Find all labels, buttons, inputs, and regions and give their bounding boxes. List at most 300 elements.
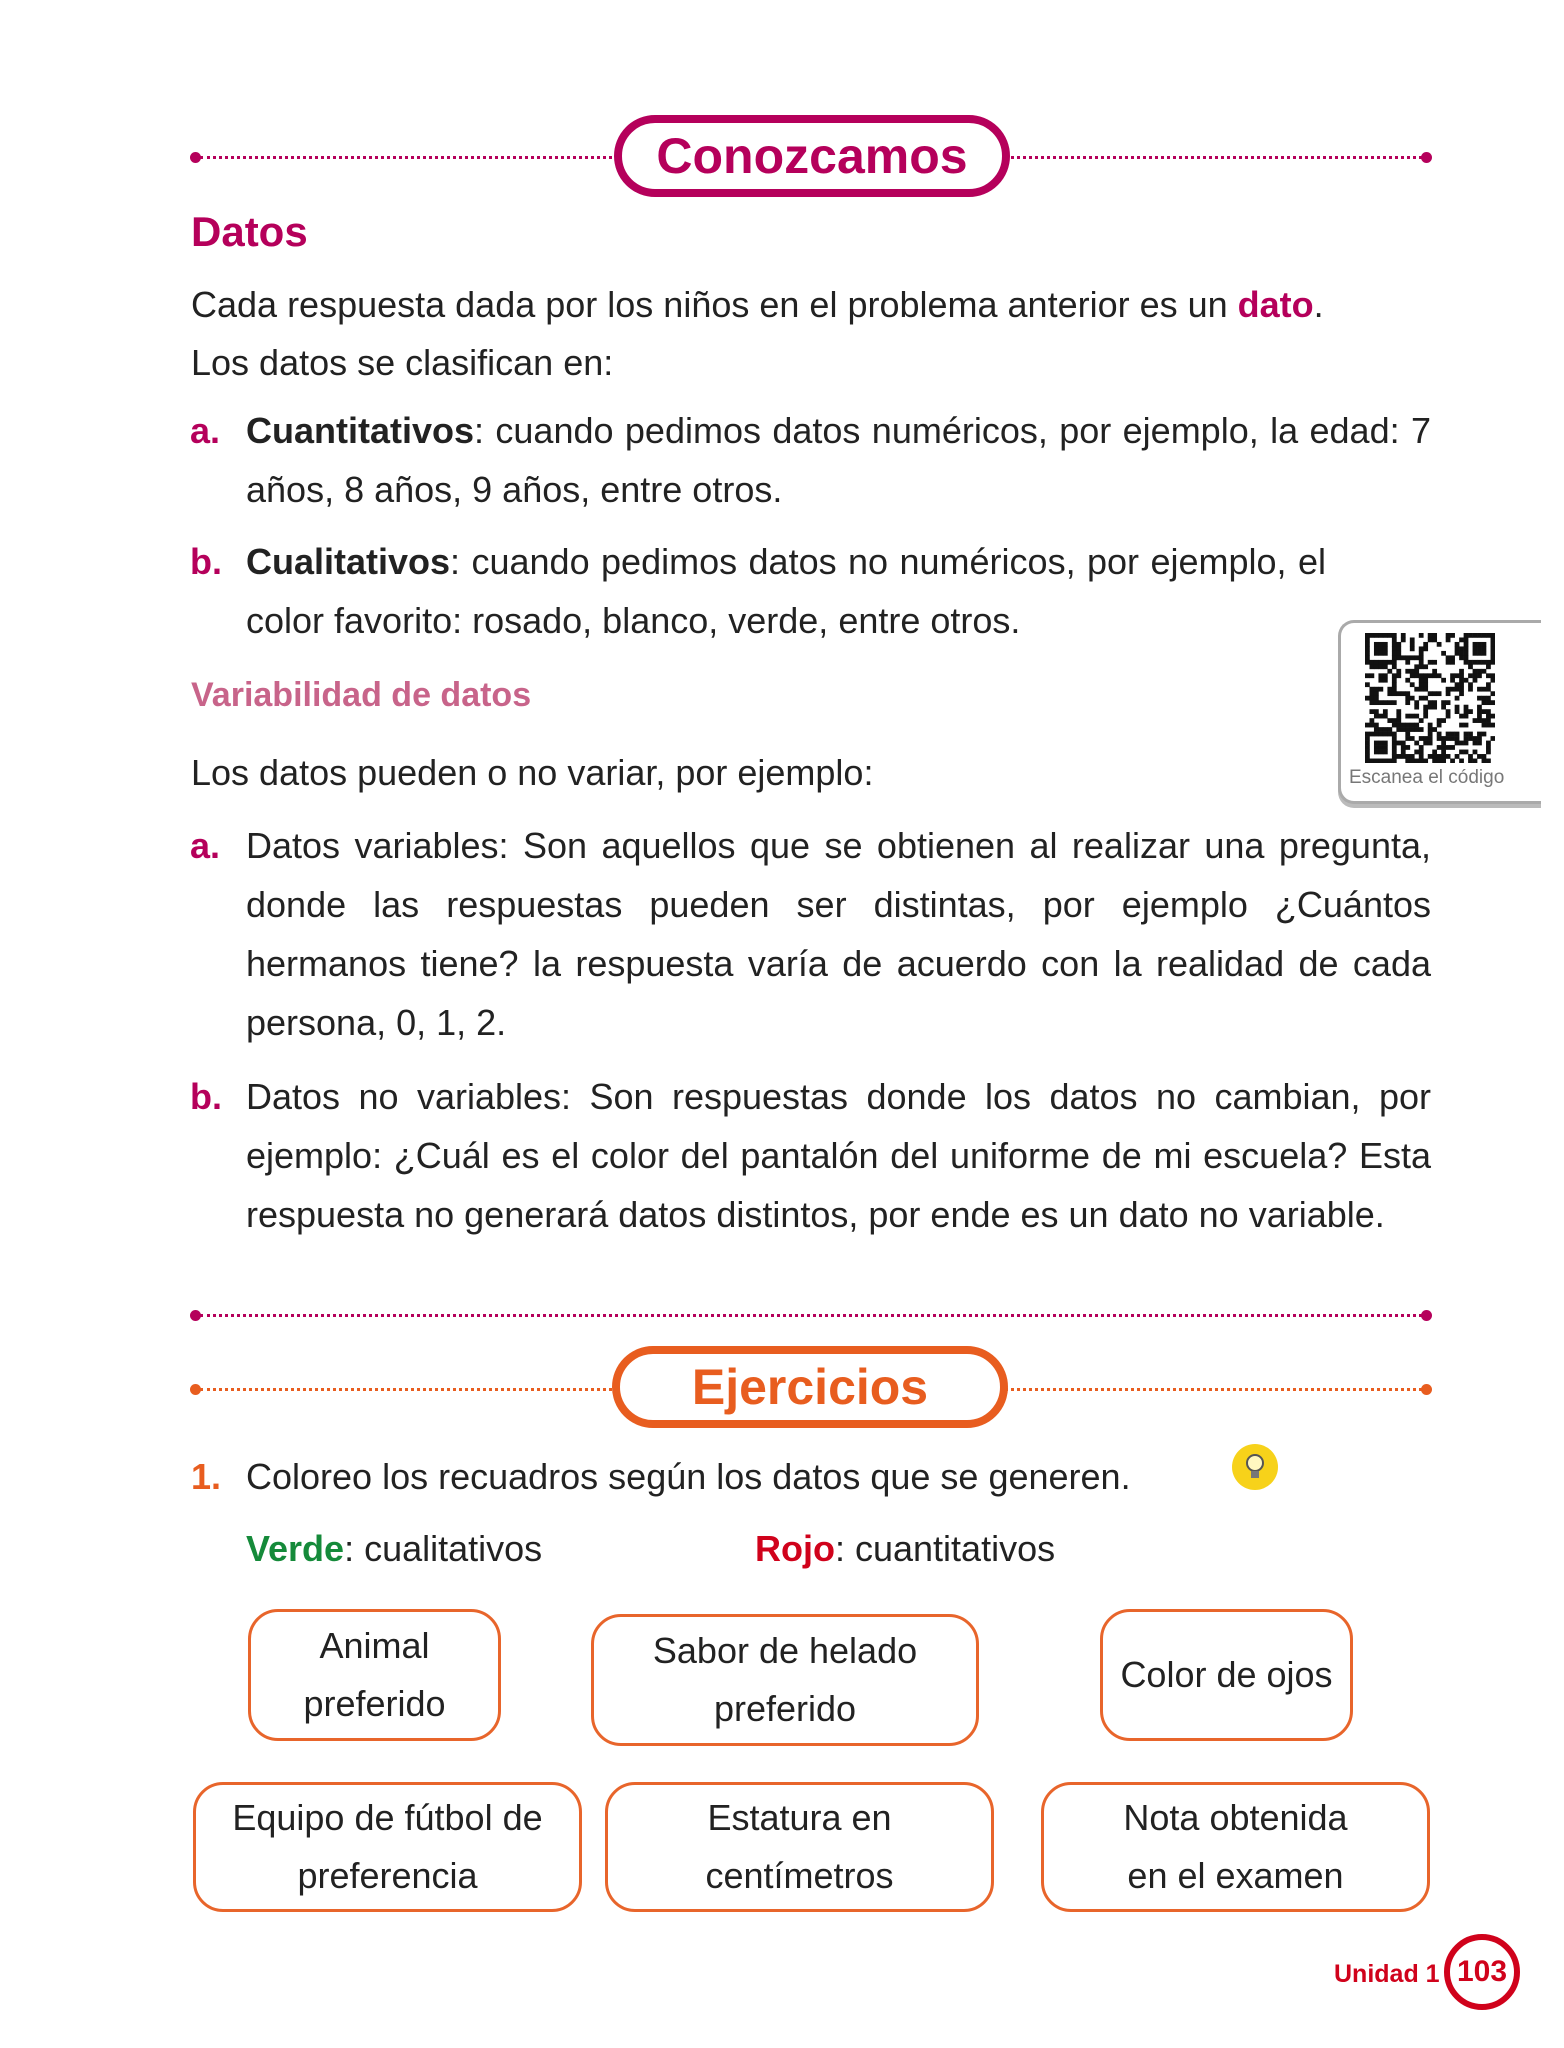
qr-module <box>1374 759 1379 763</box>
qr-module <box>1491 633 1495 638</box>
definition: : cuando pedimos datos no numéricos, por ejemplo, el color favorito: rosado, blanco, verde, entre otros. <box>246 541 1326 641</box>
qr-module <box>1459 759 1464 763</box>
qr-module <box>1482 651 1487 656</box>
intro-period: . <box>1313 284 1324 325</box>
qr-module <box>1468 709 1473 714</box>
qr-module <box>1383 727 1388 732</box>
qr-module <box>1441 678 1446 683</box>
qr-module <box>1482 687 1487 692</box>
qr-module <box>1392 646 1397 651</box>
qr-module <box>1414 664 1419 669</box>
qr-module <box>1477 732 1482 737</box>
qr-module <box>1405 655 1410 660</box>
qr-module <box>1482 696 1487 701</box>
qr-module <box>1378 633 1383 638</box>
qr-module <box>1450 673 1455 678</box>
qr-module <box>1437 691 1442 696</box>
qr-module <box>1477 705 1482 710</box>
qr-module <box>1374 691 1379 696</box>
qr-module <box>1428 705 1433 710</box>
qr-module <box>1423 646 1428 651</box>
qr-module <box>1365 651 1370 656</box>
qr-module <box>1378 741 1383 746</box>
qr-module <box>1464 732 1469 737</box>
qr-module <box>1491 678 1495 683</box>
qr-module <box>1477 696 1482 701</box>
qr-module <box>1374 664 1379 669</box>
qr-module <box>1446 709 1451 714</box>
qr-module <box>1405 691 1410 696</box>
qr-module <box>1374 696 1379 701</box>
qr-module <box>1374 741 1379 746</box>
qr-module <box>1387 633 1392 638</box>
qr-module <box>1414 741 1419 746</box>
qr-module <box>1468 682 1473 687</box>
qr-module <box>1378 700 1383 705</box>
qr-module <box>1396 741 1401 746</box>
qr-module <box>1410 696 1415 701</box>
qr-module <box>1464 637 1469 642</box>
qr-module <box>1428 700 1433 705</box>
qr-module <box>1365 637 1370 642</box>
qr-module <box>1450 759 1455 763</box>
qr-module <box>1486 700 1491 705</box>
qr-module <box>1365 750 1370 755</box>
legend-text: : cualitativos <box>344 1528 543 1569</box>
qr-module <box>1401 655 1406 660</box>
qr-module <box>1369 709 1374 714</box>
qr-module <box>1473 673 1478 678</box>
qr-module <box>1446 714 1451 719</box>
qr-module <box>1405 660 1410 665</box>
qr-module <box>1396 754 1401 759</box>
qr-module <box>1437 673 1442 678</box>
qr-module <box>1432 759 1437 763</box>
qr-module <box>1428 732 1433 737</box>
qr-module <box>1365 633 1370 638</box>
qr-module <box>1369 687 1374 692</box>
qr-module <box>1392 687 1397 692</box>
qr-module <box>1378 727 1383 732</box>
qr-module <box>1401 745 1406 750</box>
color-box[interactable]: Sabor de helado preferido <box>591 1614 979 1746</box>
qr-module <box>1410 754 1415 759</box>
qr-module <box>1396 669 1401 674</box>
qr-module <box>1414 759 1419 763</box>
qr-module <box>1446 691 1451 696</box>
qr-module <box>1410 759 1415 763</box>
legend-red <box>755 1520 1055 1578</box>
qr-module <box>1378 642 1383 647</box>
qr-module <box>1374 723 1379 728</box>
list-item-no-variables <box>190 1067 1431 1244</box>
qr-module <box>1369 660 1374 665</box>
qr-module <box>1414 723 1419 728</box>
qr-caption: Escanea el código <box>1349 767 1505 788</box>
qr-module <box>1387 700 1392 705</box>
qr-module <box>1482 660 1487 665</box>
qr-module <box>1405 754 1410 759</box>
qr-module <box>1401 754 1406 759</box>
qr-module <box>1486 723 1491 728</box>
divider-dot <box>1421 1384 1432 1395</box>
qr-module <box>1392 718 1397 723</box>
legend-label: Verde <box>246 1528 345 1569</box>
qr-module <box>1486 696 1491 701</box>
qr-module <box>1396 691 1401 696</box>
qr-module <box>1365 673 1370 678</box>
qr-module <box>1365 723 1370 728</box>
qr-module <box>1477 714 1482 719</box>
qr-module <box>1482 718 1487 723</box>
qr-module <box>1441 705 1446 710</box>
qr-module <box>1383 651 1388 656</box>
qr-module <box>1423 709 1428 714</box>
qr-module <box>1378 714 1383 719</box>
qr-module <box>1428 741 1433 746</box>
qr-module <box>1455 736 1460 741</box>
qr-module <box>1414 700 1419 705</box>
qr-module <box>1405 732 1410 737</box>
qr-module <box>1414 687 1419 692</box>
qr-module <box>1477 646 1482 651</box>
qr-module <box>1446 633 1451 638</box>
qr-module <box>1428 727 1433 732</box>
qr-module <box>1419 696 1424 701</box>
qr-module <box>1369 664 1374 669</box>
qr-module <box>1437 718 1442 723</box>
qr-module <box>1414 655 1419 660</box>
qr-module <box>1450 732 1455 737</box>
qr-module <box>1464 678 1469 683</box>
qr-module <box>1482 732 1487 737</box>
qr-module <box>1405 669 1410 674</box>
qr-module <box>1468 754 1473 759</box>
definition: : cuando pedimos datos numéricos, por ejemplo, la edad: 7 años, 8 años, 9 años, entre otros. <box>246 410 1431 510</box>
qr-module <box>1374 750 1379 755</box>
qr-module <box>1396 646 1401 651</box>
qr-module <box>1387 727 1392 732</box>
qr-module <box>1477 754 1482 759</box>
qr-module <box>1455 709 1460 714</box>
qr-module <box>1468 732 1473 737</box>
lightbulb-icon[interactable] <box>1232 1444 1278 1490</box>
qr-module <box>1396 655 1401 660</box>
legend-green <box>246 1520 542 1578</box>
qr-module <box>1491 700 1495 705</box>
qr-module <box>1437 759 1442 763</box>
qr-module <box>1441 759 1446 763</box>
qr-module <box>1464 633 1469 638</box>
qr-module <box>1387 691 1392 696</box>
qr-module <box>1491 646 1495 651</box>
qr-module <box>1455 741 1460 746</box>
divider-line <box>200 1314 1422 1317</box>
qr-module <box>1432 691 1437 696</box>
qr-module <box>1459 669 1464 674</box>
qr-module <box>1464 709 1469 714</box>
qr-module <box>1410 646 1415 651</box>
qr-module <box>1392 682 1397 687</box>
qr-module <box>1405 678 1410 683</box>
qr-module <box>1369 700 1374 705</box>
qr-module <box>1464 651 1469 656</box>
qr-module <box>1446 637 1451 642</box>
qr-module <box>1414 705 1419 710</box>
qr-module <box>1401 723 1406 728</box>
list-marker: b. <box>190 1076 222 1117</box>
qr-module <box>1405 714 1410 719</box>
qr-module <box>1491 673 1495 678</box>
qr-module <box>1423 682 1428 687</box>
qr-module <box>1392 700 1397 705</box>
color-box[interactable]: Nota obtenida en el examen <box>1041 1782 1430 1912</box>
qr-module <box>1405 745 1410 750</box>
qr-module <box>1441 700 1446 705</box>
qr-module <box>1455 754 1460 759</box>
qr-module <box>1437 745 1442 750</box>
qr-module <box>1491 691 1495 696</box>
qr-module <box>1428 754 1433 759</box>
qr-module <box>1486 664 1491 669</box>
qr-module <box>1477 687 1482 692</box>
qr-module <box>1486 673 1491 678</box>
divider-dot <box>1421 1310 1432 1321</box>
qr-module <box>1392 723 1397 728</box>
qr-module <box>1392 660 1397 665</box>
qr-module <box>1369 633 1374 638</box>
qr-module <box>1459 741 1464 746</box>
qr-module <box>1419 754 1424 759</box>
qr-module <box>1459 646 1464 651</box>
qr-module <box>1473 642 1478 647</box>
qr-module <box>1482 709 1487 714</box>
qr-module <box>1459 723 1464 728</box>
qr-module <box>1428 660 1433 665</box>
intro-line2: Los datos se clasifican en: <box>191 342 614 383</box>
qr-module <box>1419 646 1424 651</box>
qr-module <box>1369 732 1374 737</box>
qr-module <box>1396 727 1401 732</box>
qr-module <box>1455 673 1460 678</box>
legend-label: Rojo <box>755 1528 835 1569</box>
qr-module <box>1441 718 1446 723</box>
qr-module <box>1396 718 1401 723</box>
qr-module <box>1450 633 1455 638</box>
qr-module <box>1486 750 1491 755</box>
qr-module <box>1473 651 1478 656</box>
qr-module <box>1401 750 1406 755</box>
qr-module <box>1365 759 1370 763</box>
qr-module <box>1423 736 1428 741</box>
qr-module <box>1486 709 1491 714</box>
qr-module <box>1378 673 1383 678</box>
qr-module <box>1450 687 1455 692</box>
qr-module <box>1374 700 1379 705</box>
qr-module <box>1432 669 1437 674</box>
qr-module <box>1387 687 1392 692</box>
qr-module <box>1486 718 1491 723</box>
qr-module <box>1410 655 1415 660</box>
qr-module <box>1455 696 1460 701</box>
qr-module <box>1410 673 1415 678</box>
color-box[interactable]: Animal preferido <box>248 1609 501 1741</box>
list-marker: a. <box>190 410 221 451</box>
intro-keyword: dato <box>1237 284 1314 325</box>
qr-module <box>1491 660 1495 665</box>
qr-module <box>1374 642 1379 647</box>
qr-module <box>1486 759 1491 763</box>
qr-module <box>1464 714 1469 719</box>
datos-intro <box>191 276 1431 392</box>
qr-module <box>1464 723 1469 728</box>
qr-module <box>1491 655 1495 660</box>
qr-module <box>1477 633 1482 638</box>
qr-module <box>1464 741 1469 746</box>
qr-module <box>1482 754 1487 759</box>
qr-module <box>1419 664 1424 669</box>
qr-module <box>1482 723 1487 728</box>
qr-module <box>1410 642 1415 647</box>
qr-module <box>1378 651 1383 656</box>
qr-module <box>1383 673 1388 678</box>
qr-module <box>1432 660 1437 665</box>
qr-module <box>1437 736 1442 741</box>
qr-module <box>1441 736 1446 741</box>
exercise-instruction: Coloreo los recuadros según los datos que se generen. <box>246 1456 1131 1497</box>
qr-module <box>1365 736 1370 741</box>
qr-module <box>1473 669 1478 674</box>
qr-module <box>1459 714 1464 719</box>
qr-module <box>1419 745 1424 750</box>
qr-module <box>1468 673 1473 678</box>
qr-module <box>1428 673 1433 678</box>
qr-module <box>1369 718 1374 723</box>
qr-module <box>1392 750 1397 755</box>
qr-module <box>1423 759 1428 763</box>
qr-module <box>1378 687 1383 692</box>
qr-module <box>1383 732 1388 737</box>
qr-module <box>1369 759 1374 763</box>
qr-module <box>1383 741 1388 746</box>
qr-module <box>1477 709 1482 714</box>
qr-module <box>1437 754 1442 759</box>
qr-module <box>1473 646 1478 651</box>
qr-module <box>1477 660 1482 665</box>
datos-heading: Datos <box>191 208 308 255</box>
qr-module <box>1392 759 1397 763</box>
qr-module <box>1419 759 1424 763</box>
qr-module <box>1486 741 1491 746</box>
qr-module <box>1396 673 1401 678</box>
qr-module <box>1419 633 1424 638</box>
qr-module <box>1464 705 1469 710</box>
qr-module <box>1464 750 1469 755</box>
qr-module <box>1477 736 1482 741</box>
qr-module <box>1383 745 1388 750</box>
page-number: 103 <box>1444 1934 1520 2010</box>
qr-module <box>1423 696 1428 701</box>
qr-module <box>1392 637 1397 642</box>
qr-module <box>1410 669 1415 674</box>
qr-module <box>1464 660 1469 665</box>
qr-module <box>1423 678 1428 683</box>
qr-module <box>1383 709 1388 714</box>
qr-module <box>1473 750 1478 755</box>
qr-module <box>1473 741 1478 746</box>
qr-module <box>1473 718 1478 723</box>
qr-module <box>1491 736 1495 741</box>
item-text: Datos variables: Son aquellos que se obtienen al realizar una pregunta, donde las respuestas pueden ser distintas, por ejemplo ¿Cuántos hermanos tiene? la respuesta varía de acuerdo con la realidad de cada persona, 0, 1, 2. <box>246 825 1431 1043</box>
qr-module <box>1419 655 1424 660</box>
qr-module <box>1405 736 1410 741</box>
qr-module <box>1414 714 1419 719</box>
qr-module <box>1432 673 1437 678</box>
qr-module <box>1432 637 1437 642</box>
qr-module <box>1468 633 1473 638</box>
qr-module <box>1464 655 1469 660</box>
qr-module <box>1401 633 1406 638</box>
qr-module <box>1446 754 1451 759</box>
qr-module <box>1392 691 1397 696</box>
qr-module <box>1473 759 1478 763</box>
qr-module <box>1450 660 1455 665</box>
legend-text: : cuantitativos <box>834 1528 1056 1569</box>
color-box[interactable]: Equipo de fútbol de preferencia <box>193 1782 582 1912</box>
qr-module <box>1446 732 1451 737</box>
qr-module <box>1383 642 1388 647</box>
qr-module <box>1405 723 1410 728</box>
qr-module <box>1446 655 1451 660</box>
qr-module <box>1387 732 1392 737</box>
qr-module <box>1459 637 1464 642</box>
qr-module <box>1473 633 1478 638</box>
qr-module <box>1432 705 1437 710</box>
qr-module <box>1428 637 1433 642</box>
qr-module <box>1365 745 1370 750</box>
qr-module <box>1365 754 1370 759</box>
qr-module <box>1392 736 1397 741</box>
qr-module <box>1369 723 1374 728</box>
qr-module <box>1419 750 1424 755</box>
qr-card[interactable] <box>1338 620 1541 804</box>
color-box[interactable]: Color de ojos <box>1100 1609 1353 1741</box>
qr-module <box>1459 651 1464 656</box>
qr-module <box>1374 646 1379 651</box>
qr-module <box>1446 660 1451 665</box>
list-item-variables <box>190 816 1431 1052</box>
qr-module <box>1365 642 1370 647</box>
qr-module <box>1419 673 1424 678</box>
color-box[interactable]: Estatura en centímetros <box>605 1782 994 1912</box>
qr-module <box>1423 673 1428 678</box>
qr-module <box>1477 718 1482 723</box>
qr-module <box>1378 660 1383 665</box>
qr-module <box>1491 714 1495 719</box>
qr-module <box>1383 678 1388 683</box>
qr-module <box>1401 637 1406 642</box>
qr-module <box>1468 736 1473 741</box>
qr-module <box>1378 678 1383 683</box>
qr-module <box>1437 732 1442 737</box>
qr-module <box>1441 745 1446 750</box>
qr-module <box>1459 750 1464 755</box>
qr-module <box>1428 723 1433 728</box>
qr-module <box>1387 718 1392 723</box>
qr-module <box>1464 736 1469 741</box>
qr-module <box>1392 745 1397 750</box>
qr-module <box>1459 691 1464 696</box>
